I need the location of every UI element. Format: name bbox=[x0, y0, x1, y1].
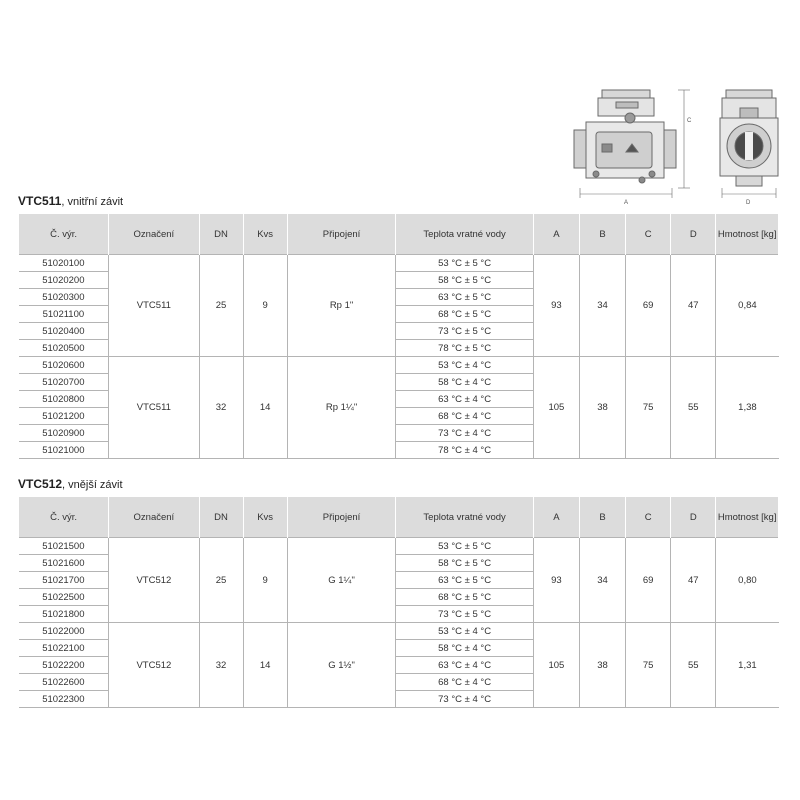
product-code-cell: 51021200 bbox=[19, 408, 109, 425]
dn-cell: 25 bbox=[199, 255, 243, 357]
return-temperature-cell: 68 °C ± 5 °C bbox=[396, 306, 533, 323]
product-code-cell: 51021600 bbox=[19, 555, 109, 572]
return-temperature-cell: 78 °C ± 5 °C bbox=[396, 340, 533, 357]
valve-front-view bbox=[574, 90, 690, 198]
product-code-cell: 51020100 bbox=[19, 255, 109, 272]
return-temperature-cell: 73 °C ± 4 °C bbox=[396, 691, 533, 708]
return-temperature-cell: 58 °C ± 5 °C bbox=[396, 555, 533, 572]
product-code-cell: 51021100 bbox=[19, 306, 109, 323]
product-code-cell: 51020700 bbox=[19, 374, 109, 391]
dimension-label-a: A bbox=[624, 200, 629, 206]
valve-side-view bbox=[720, 90, 778, 198]
column-header: DN bbox=[199, 214, 243, 255]
product-code-cell: 51020900 bbox=[19, 425, 109, 442]
table-header-row bbox=[19, 214, 779, 255]
product-code-cell: 51020300 bbox=[19, 289, 109, 306]
dn-cell: 25 bbox=[199, 538, 243, 623]
weight-cell: 0,84 bbox=[716, 255, 779, 357]
connection-cell: Rp 1¼" bbox=[287, 357, 396, 459]
column-header: D bbox=[671, 497, 716, 538]
dimension-b-cell: 38 bbox=[579, 623, 625, 708]
return-temperature-cell: 63 °C ± 5 °C bbox=[396, 289, 533, 306]
return-temperature-cell: 68 °C ± 5 °C bbox=[396, 589, 533, 606]
dimension-d-cell: 47 bbox=[671, 538, 716, 623]
table-row bbox=[19, 623, 779, 640]
column-header: D bbox=[671, 214, 716, 255]
kvs-cell: 9 bbox=[243, 538, 287, 623]
kvs-cell: 14 bbox=[243, 623, 287, 708]
weight-cell: 0,80 bbox=[716, 538, 779, 623]
dimension-c-cell: 69 bbox=[626, 255, 671, 357]
column-header: Hmotnost [kg] bbox=[716, 214, 779, 255]
weight-cell: 1,31 bbox=[716, 623, 779, 708]
dimension-a-cell: 105 bbox=[533, 357, 579, 459]
dimension-label-c: C bbox=[687, 118, 692, 124]
table-row bbox=[19, 357, 779, 374]
dimension-a-cell: 105 bbox=[533, 623, 579, 708]
section-title-vtc511: VTC511, vnitřní závit bbox=[18, 194, 124, 208]
connection-cell: G 1¼" bbox=[287, 538, 396, 623]
return-temperature-cell: 73 °C ± 5 °C bbox=[396, 323, 533, 340]
table-row bbox=[19, 538, 779, 555]
dimension-b-cell: 34 bbox=[579, 255, 625, 357]
dimension-c-cell: 75 bbox=[626, 357, 671, 459]
column-header: Připojení bbox=[287, 497, 396, 538]
designation-cell: VTC512 bbox=[109, 538, 199, 623]
product-code-cell: 51021500 bbox=[19, 538, 109, 555]
product-code-cell: 51022200 bbox=[19, 657, 109, 674]
product-code-cell: 51022300 bbox=[19, 691, 109, 708]
product-code-cell: 51022100 bbox=[19, 640, 109, 657]
column-header: C bbox=[626, 497, 671, 538]
valve-drawings bbox=[540, 88, 785, 208]
table-header-row bbox=[19, 497, 779, 538]
column-header: Kvs bbox=[243, 214, 287, 255]
dimension-c-cell: 69 bbox=[626, 538, 671, 623]
product-code-cell: 51020800 bbox=[19, 391, 109, 408]
column-header: Označení bbox=[109, 497, 199, 538]
product-code-cell: 51021800 bbox=[19, 606, 109, 623]
return-temperature-cell: 58 °C ± 4 °C bbox=[396, 374, 533, 391]
column-header: Označení bbox=[109, 214, 199, 255]
designation-cell: VTC511 bbox=[109, 255, 199, 357]
column-header: Teplota vratné vody bbox=[396, 497, 533, 538]
dn-cell: 32 bbox=[199, 623, 243, 708]
product-code-cell: 51021700 bbox=[19, 572, 109, 589]
dimension-a-cell: 93 bbox=[533, 538, 579, 623]
column-header: Č. výr. bbox=[19, 497, 109, 538]
designation-cell: VTC511 bbox=[109, 357, 199, 459]
product-code-cell: 51020500 bbox=[19, 340, 109, 357]
product-code-cell: 51022500 bbox=[19, 589, 109, 606]
product-code-cell: 51020400 bbox=[19, 323, 109, 340]
dimension-d-cell: 55 bbox=[671, 357, 716, 459]
spec-table-vtc512 bbox=[18, 497, 779, 708]
return-temperature-cell: 63 °C ± 4 °C bbox=[396, 391, 533, 408]
column-header: Teplota vratné vody bbox=[396, 214, 533, 255]
kvs-cell: 14 bbox=[243, 357, 287, 459]
table-row bbox=[19, 255, 779, 272]
dimension-d-cell: 55 bbox=[671, 623, 716, 708]
spec-table-vtc511 bbox=[18, 214, 779, 459]
dimension-d-cell: 47 bbox=[671, 255, 716, 357]
column-header: C bbox=[626, 214, 671, 255]
dimension-b-cell: 34 bbox=[579, 538, 625, 623]
return-temperature-cell: 63 °C ± 5 °C bbox=[396, 572, 533, 589]
column-header: Připojení bbox=[287, 214, 396, 255]
product-code-cell: 51021000 bbox=[19, 442, 109, 459]
column-header: B bbox=[579, 497, 625, 538]
return-temperature-cell: 73 °C ± 5 °C bbox=[396, 606, 533, 623]
return-temperature-cell: 68 °C ± 4 °C bbox=[396, 408, 533, 425]
column-header: Č. výr. bbox=[19, 214, 109, 255]
connection-cell: G 1½" bbox=[287, 623, 396, 708]
return-temperature-cell: 73 °C ± 4 °C bbox=[396, 425, 533, 442]
column-header: B bbox=[579, 214, 625, 255]
product-code-cell: 51022000 bbox=[19, 623, 109, 640]
product-code-cell: 51022600 bbox=[19, 674, 109, 691]
return-temperature-cell: 58 °C ± 4 °C bbox=[396, 640, 533, 657]
column-header: Hmotnost [kg] bbox=[716, 497, 779, 538]
column-header: Kvs bbox=[243, 497, 287, 538]
dimension-b-cell: 38 bbox=[579, 357, 625, 459]
return-temperature-cell: 53 °C ± 5 °C bbox=[396, 538, 533, 555]
dimension-label-d: D bbox=[746, 200, 751, 206]
weight-cell: 1,38 bbox=[716, 357, 779, 459]
return-temperature-cell: 63 °C ± 4 °C bbox=[396, 657, 533, 674]
kvs-cell: 9 bbox=[243, 255, 287, 357]
return-temperature-cell: 78 °C ± 4 °C bbox=[396, 442, 533, 459]
return-temperature-cell: 53 °C ± 4 °C bbox=[396, 623, 533, 640]
designation-cell: VTC512 bbox=[109, 623, 199, 708]
return-temperature-cell: 58 °C ± 5 °C bbox=[396, 272, 533, 289]
column-header: DN bbox=[199, 497, 243, 538]
product-code-cell: 51020600 bbox=[19, 357, 109, 374]
product-code-cell: 51020200 bbox=[19, 272, 109, 289]
return-temperature-cell: 53 °C ± 5 °C bbox=[396, 255, 533, 272]
connection-cell: Rp 1" bbox=[287, 255, 396, 357]
dimension-c-cell: 75 bbox=[626, 623, 671, 708]
return-temperature-cell: 53 °C ± 4 °C bbox=[396, 357, 533, 374]
column-header: A bbox=[533, 214, 579, 255]
return-temperature-cell: 68 °C ± 4 °C bbox=[396, 674, 533, 691]
dn-cell: 32 bbox=[199, 357, 243, 459]
section-title-vtc512: VTC512, vnější závit bbox=[18, 477, 123, 491]
column-header: A bbox=[533, 497, 579, 538]
dimension-a-cell: 93 bbox=[533, 255, 579, 357]
